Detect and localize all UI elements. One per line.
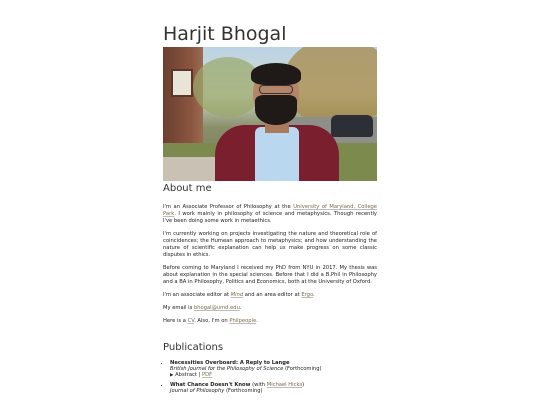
- publication-title: What Chance Doesn't Know: [170, 381, 251, 388]
- cv-link[interactable]: CV: [187, 318, 195, 324]
- about-paragraph-email: My email is bhogal@umd.edu.: [163, 305, 242, 311]
- coauthor-link[interactable]: Michael Hicks: [266, 381, 303, 388]
- separator: |: [198, 372, 201, 379]
- about-paragraph-3: Before coming to Maryland I received my PhD from NYU in 2017. My thesis was about explanation in the special sciences. Before that I did a B.Phil in Philosophy and a BA in Philosophy, Politics and Economics, both at the University of Oxford.: [163, 265, 377, 285]
- pdf-link[interactable]: PDF: [201, 372, 213, 379]
- ergo-link[interactable]: Ergo: [301, 292, 314, 298]
- list-item: • What Chance Doesn't Know (with Michael Hicks) Journal of Philosophy (Forthcoming): [170, 382, 377, 394]
- publication-journal: British Journal for the Philosophy of Science: [170, 366, 284, 373]
- list-item: [170, 360, 377, 380]
- publication-title: Necessities Overboard: A Reply to Lange: [170, 360, 290, 366]
- university-link[interactable]: University of Maryland, College Park: [163, 204, 377, 217]
- profile-photo: [163, 47, 377, 181]
- photo-person: [215, 61, 339, 181]
- about-paragraph-1: I'm an Associate Professor of Philosophy at the University of Maryland, College Park. I work mainly in philosophy of science and metaphysics. Though recently I've been doing some work in metaethics.: [163, 204, 377, 224]
- publications-heading: Publications: [163, 342, 224, 353]
- page-title: Harjit Bhogal: [163, 23, 287, 45]
- mind-link[interactable]: Mind: [230, 292, 244, 298]
- main-content: [163, 22, 377, 396]
- about-paragraph-editor: I'm an associate editor at Mind and an area editor at Ergo.: [163, 292, 315, 298]
- expand-triangle-icon[interactable]: ▶: [170, 373, 174, 379]
- publication-journal: Journal of Philosophy: [170, 387, 225, 394]
- philpeople-link[interactable]: Philpeople: [229, 318, 257, 324]
- abstract-toggle[interactable]: Abstract: [175, 372, 197, 379]
- about-paragraph-cv: Here is a CV. Also, I'm on Philpeople.: [163, 318, 258, 324]
- publications-list: [163, 360, 377, 394]
- email-link[interactable]: bhogal@umd.edu: [193, 305, 240, 311]
- about-paragraph-2: I'm currently working on projects investigating the nature and theoretical role of coincidences; the Humean approach to metaphysics; and how understanding the nature of scientific explanation can help us make progress on some classic disputes in ethics.: [163, 231, 377, 258]
- publication-status: (Forthcoming): [284, 366, 322, 373]
- about-heading: About me: [163, 183, 212, 194]
- publication-status: (Forthcoming): [226, 387, 263, 394]
